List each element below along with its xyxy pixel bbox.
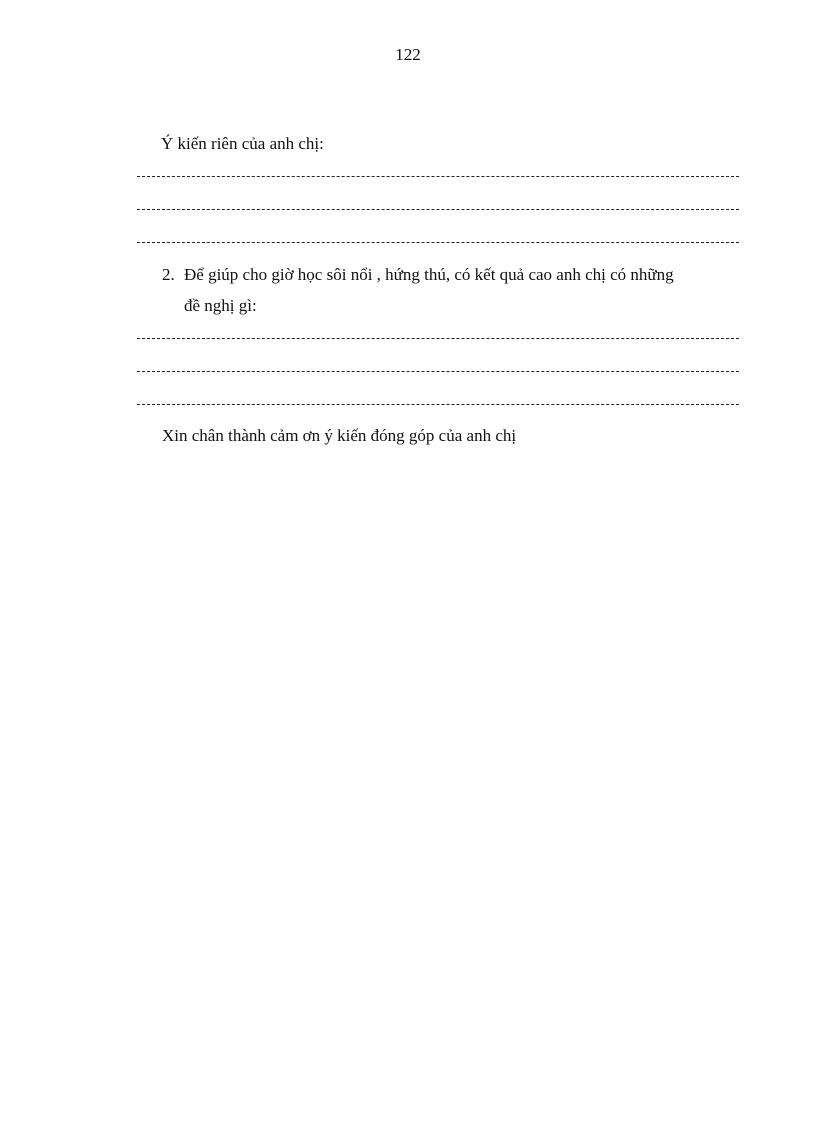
opinion-prompt: Ý kiến riên của anh chị:: [161, 134, 324, 153]
question-text-line-1: Để giúp cho giờ học sôi nổi , hứng thú, có kết quả cao anh chị có những: [184, 265, 674, 284]
answer-line: [137, 209, 739, 210]
page-number: 122: [395, 45, 421, 64]
answer-line: [137, 404, 739, 405]
answer-line: [137, 176, 739, 177]
closing-text: Xin chân thành cảm ơn ý kiến đóng góp của anh chị: [162, 426, 517, 445]
answer-line: [137, 242, 739, 243]
question-number: 2.: [162, 265, 175, 284]
question-text-line-2: đề nghị gì:: [184, 296, 257, 315]
answer-line: [137, 371, 739, 372]
answer-line: [137, 338, 739, 339]
